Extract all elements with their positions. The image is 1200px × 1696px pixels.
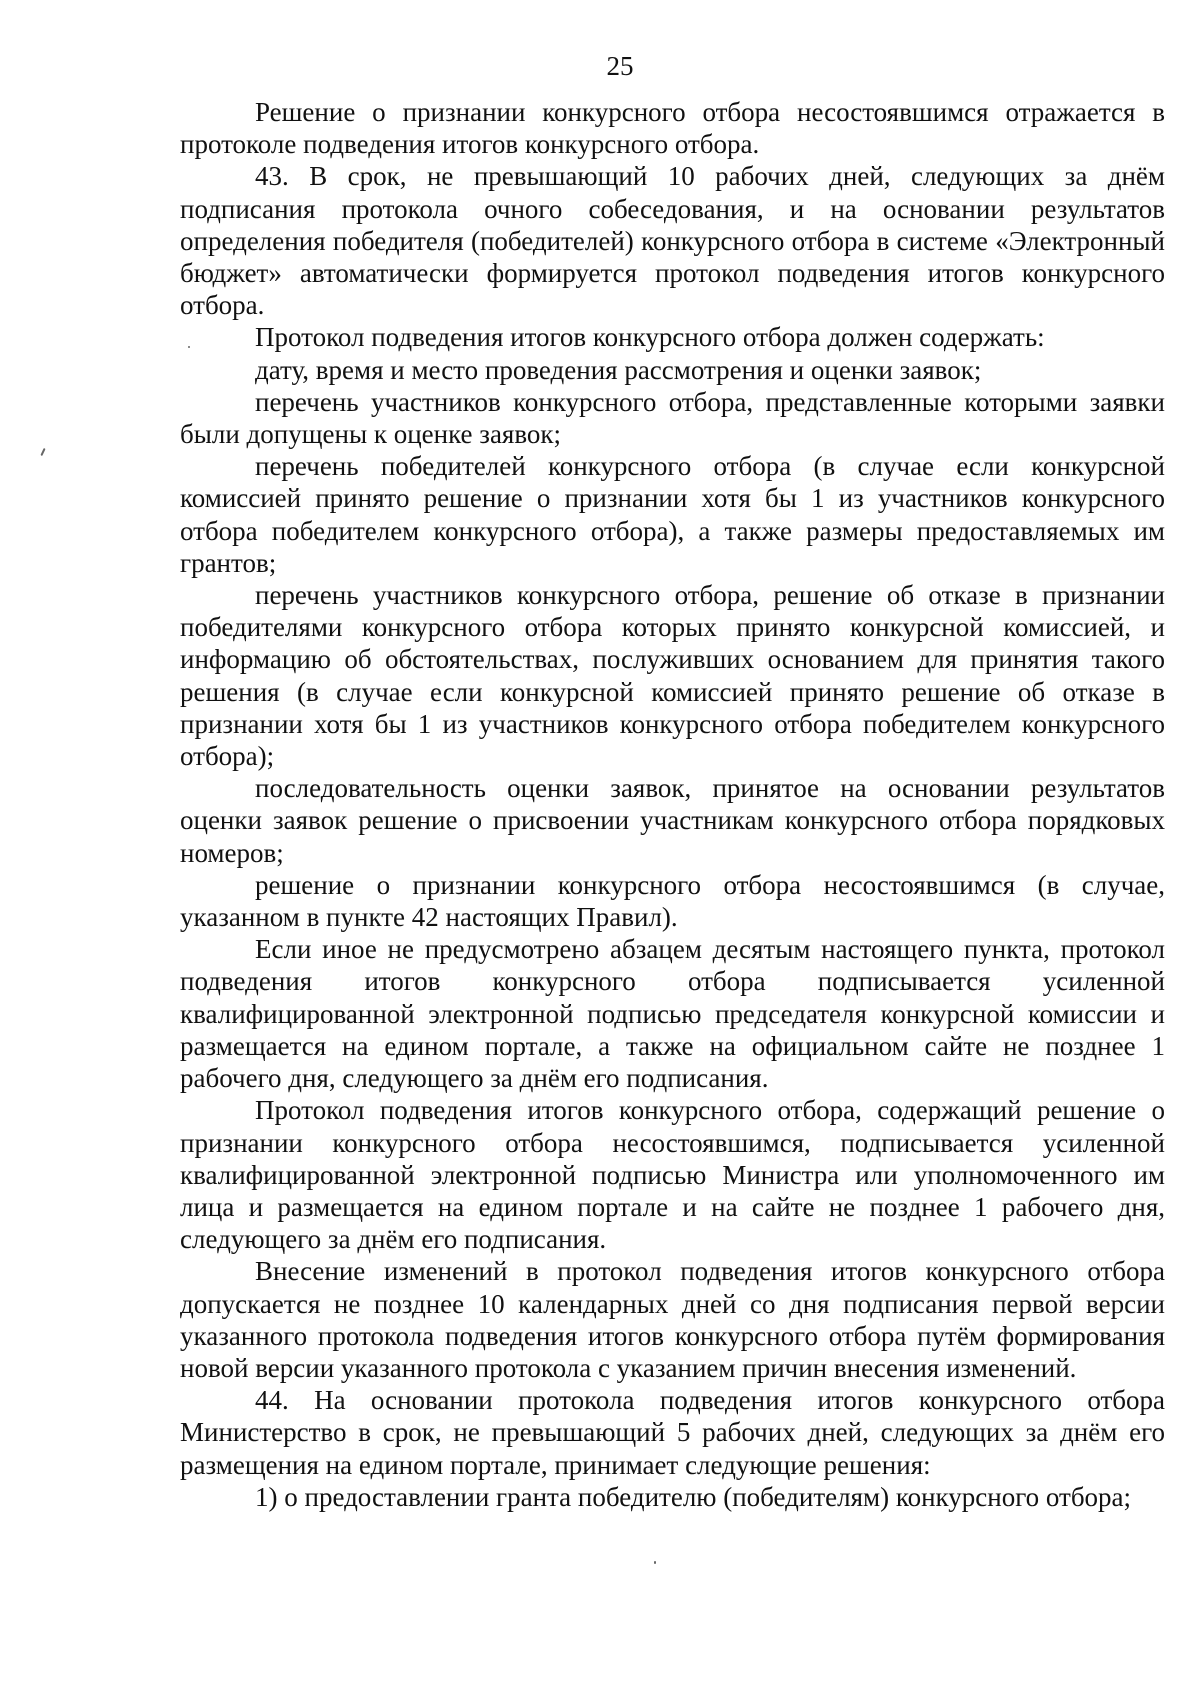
paragraph-protocol-signing: Если иное не предусмотрено абзацем десятым настоящего пункта, протокол подведения итогов конкурсного отбора подписывается усиленной квалифицированной электронной подписью председателя конкурсной комиссии и размещается на едином портале, а также на официальном сайте не позднее 1 рабочего дня, следующего за днём его подписания. [180,934,1165,1094]
list-item-winners: перечень победителей конкурсного отбора (в случае если конкурсной комиссией принято решение о признании хотя бы 1 из участников конкурсного отбора победителем конкурсного отбора), а также размеры предоставляемых им грантов; [180,451,1165,578]
page-number: 25 [606,51,634,81]
list-item-grant-decision: 1) о предоставлении гранта победителю (победителям) конкурсного отбора; [255,1481,1132,1512]
paragraph-protocol-contents-intro: Протокол подведения итогов конкурсного отбора должен содержать: [255,322,1045,353]
list-item-evaluation-sequence: последовательность оценки заявок, принятое на основании результатов оценки заявок решение о присвоении участникам конкурсного отбора порядковых номеров; [180,773,1165,868]
scan-speck [654,1561,656,1564]
document-body [180,96,1165,1513]
paragraph-failed-protocol-signing: Протокол подведения итогов конкурсного отбора, содержащий решение о признании конкурсного отбора несостоявшимся, подписывается усиленной квалифицированной электронной подписью Министра или уполномоченного им лица и размещается на едином портале и на сайте не позднее 1 рабочего дня, следующего за днём его подписания. [180,1095,1165,1255]
scan-speck [40,448,45,456]
list-item-rejected-participants: перечень участников конкурсного отбора, решение об отказе в признании победителями конкурсного отбора которых принято конкурсной комиссией, и информацию об обстоятельствах, послуживших основанием для принятия такого решения (в случае если конкурсной комиссией принято решение об отказе в признании хотя бы 1 из участников конкурсного отбора победителем конкурсного отбора); [180,580,1165,772]
paragraph-clause-44: 44. На основании протокола подведения итогов конкурсного отбора Министерство в срок, не превышающий 5 рабочих дней, следующих за днём его размещения на едином портале, принимает следующие решения: [180,1385,1165,1480]
paragraph-clause-43: 43. В срок, не превышающий 10 рабочих дней, следующих за днём подписания протокола очного собеседования, и на основании результатов определения победителя (победителей) конкурсного отбора в системе «Электронный бюджет» автоматически формируется протокол подведения итогов конкурсного отбора. [180,161,1165,321]
paragraph-decision-recorded: Решение о признании конкурсного отбора несостоявшимся отражается в протоколе подведения итогов конкурсного отбора. [180,97,1165,160]
scan-speck [188,346,190,348]
list-item-selection-failed: решение о признании конкурсного отбора несостоявшимся (в случае, указанном в пункте 42 настоящих Правил). [180,869,1165,933]
list-item-admitted-participants: перечень участников конкурсного отбора, представленные которыми заявки были допущены к оценке заявок; [180,386,1165,450]
list-item-date-time-place: дату, время и место проведения рассмотрения и оценки заявок; [255,354,982,385]
paragraph-protocol-amendments: Внесение изменений в протокол подведения итогов конкурсного отбора допускается не позднее 10 календарных дней со дня подписания первой версии указанного протокола подведения итогов конкурсного отбора путём формирования новой версии указанного протокола с указанием причин внесения изменений. [180,1256,1165,1383]
